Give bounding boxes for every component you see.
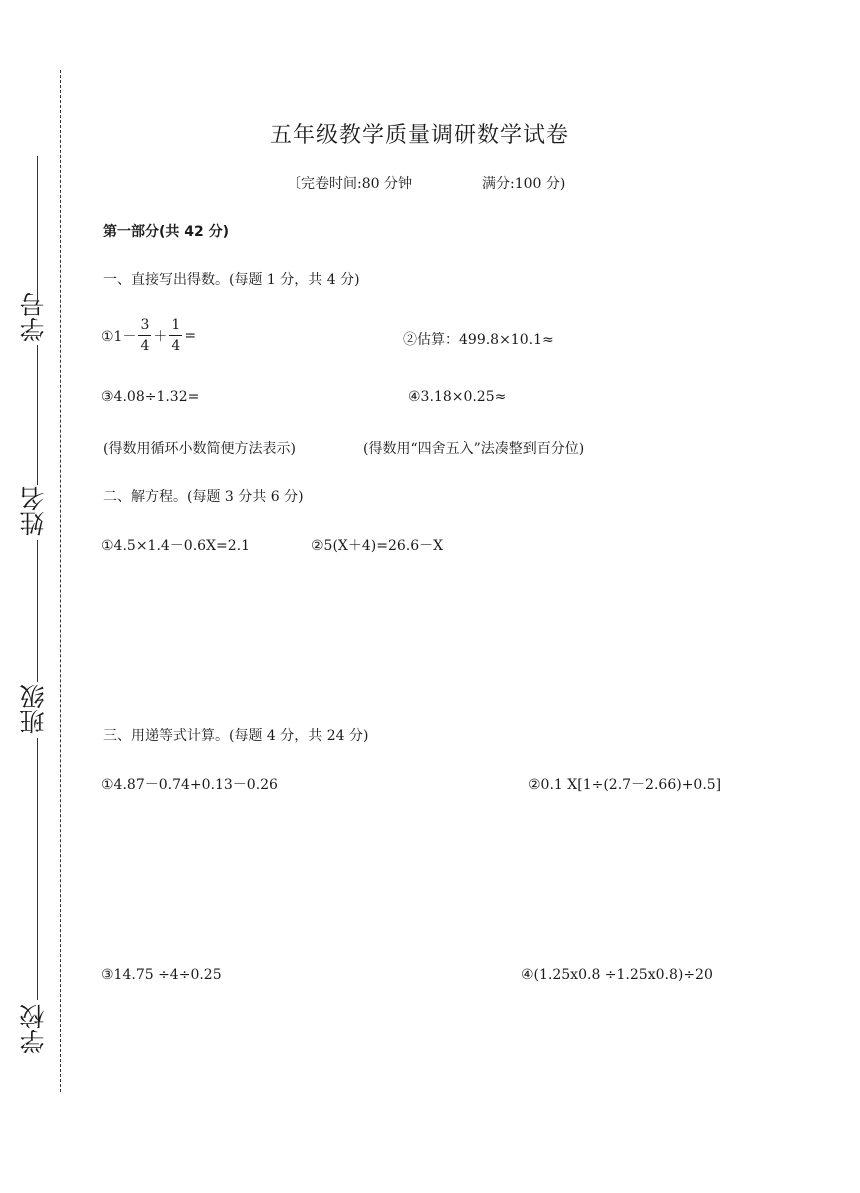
fraction-numerator: 1 (169, 315, 182, 336)
name-label: 姓名 (19, 486, 48, 536)
student-id-label: 学号 (19, 292, 48, 343)
question-1-1 (101, 315, 196, 356)
part-one-heading: 第一部分(共 42 分) (103, 224, 230, 240)
question-2-2: ②5(X＋4)=26.6－X (311, 538, 444, 554)
section-one-heading: 一、直接写出得数。(每题 1 分，共 4 分) (103, 272, 360, 288)
note-rounding: (得数用“四舍五入”法凑整到百分位) (363, 441, 585, 457)
fraction-three-quarters (138, 315, 151, 356)
student-id-line (37, 156, 38, 300)
q1-suffix: = (184, 327, 197, 344)
note-repeating-decimal: (得数用循环小数简便方法表示) (103, 441, 296, 457)
name-line (37, 345, 38, 485)
fraction-numerator: 3 (138, 315, 151, 336)
question-1-4: ④3.18×0.25≈ (408, 389, 507, 405)
q1-operator: ＋ (153, 328, 168, 345)
exam-full-score: 满分:100 分) (482, 176, 566, 192)
question-1-2: ②估算：499.8×10.1≈ (403, 332, 554, 348)
class-label: 班级 (19, 684, 48, 734)
fraction-denominator: 4 (171, 338, 181, 354)
question-3-2: ②0.1 X[1÷(2.7－2.66)+0.5] (528, 777, 722, 793)
question-1-3: ③4.08÷1.32= (101, 389, 200, 405)
exam-time: 〔完卷时间:80 分钟 (287, 176, 412, 192)
question-2-1: ①4.5×1.4－0.6X=2.1 (101, 538, 251, 554)
fraction-one-quarter (169, 315, 182, 356)
exam-title: 五年级教学质量调研数学试卷 (270, 123, 570, 148)
question-3-4: ④(1.25x0.8 ÷1.25x0.8)÷20 (521, 967, 713, 983)
school-label: 学校 (19, 1004, 48, 1054)
binding-dashed-line (60, 70, 61, 1092)
class-line (37, 540, 38, 682)
fraction-denominator: 4 (140, 338, 150, 354)
q1-prefix: ①1－ (101, 328, 137, 345)
question-3-1: ①4.87－0.74+0.13－0.26 (101, 777, 278, 793)
section-three-heading: 三、用递等式计算。(每题 4 分，共 24 分) (103, 728, 369, 744)
section-two-heading: 二、解方程。(每题 3 分共 6 分) (103, 489, 304, 505)
school-line (37, 738, 38, 1000)
question-3-3: ③14.75 ÷4÷0.25 (101, 967, 222, 983)
